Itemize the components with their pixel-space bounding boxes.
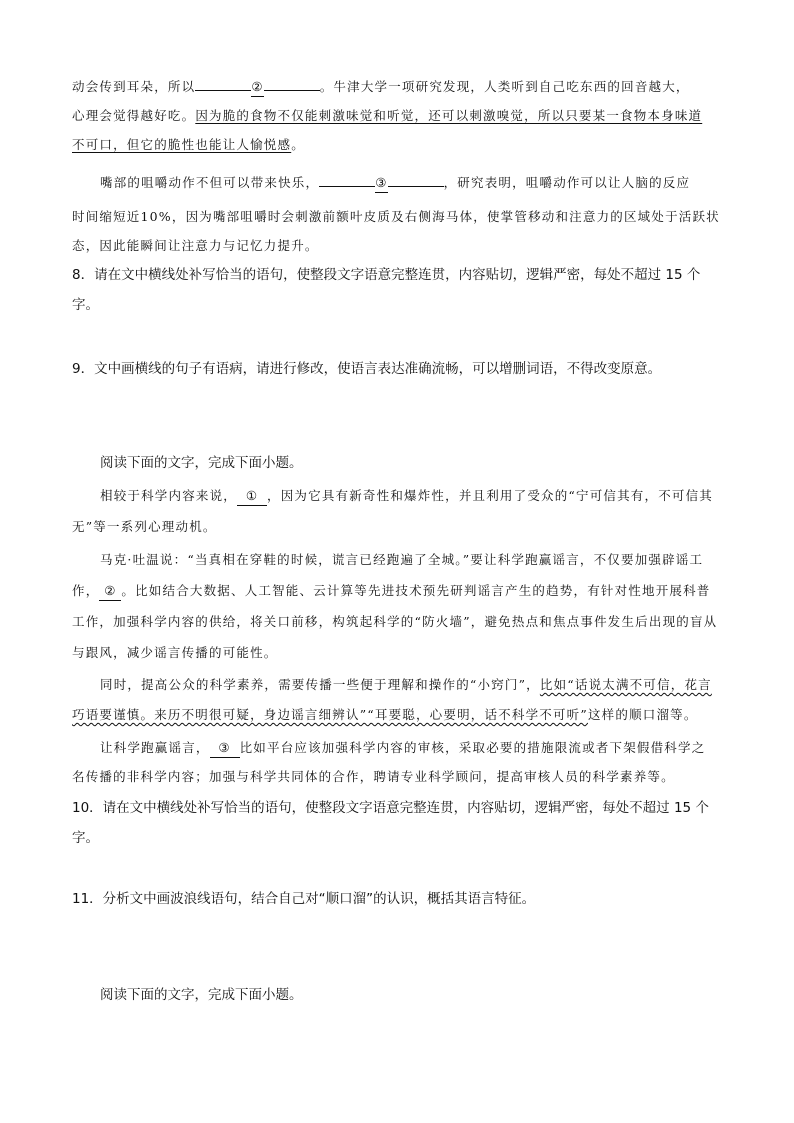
passage1-line3 [72, 130, 722, 159]
text-segment: 心理会觉得越好吃。 [72, 108, 196, 123]
text-segment: 作， [72, 583, 100, 598]
reading2-p2-line2 [72, 576, 722, 605]
reading3-intro: 阅读下面的文字，完成下面小题。 [100, 987, 303, 1003]
blank-marker-2: ② [99, 582, 121, 601]
question-8-line1: 8．请在文中横线处补写恰当的语句，使整段文字语意完整连贯，内容贴切，逻辑严密，每处不超过 15 个 [72, 267, 701, 283]
text-segment: 同时，提高公众的科学素养，需要传播一些便于理解和操作的“小窍门”， [100, 677, 540, 692]
blank-marker-2: ② [251, 78, 263, 97]
reading2-p2-line1: 马克·吐温说：“当真相在穿鞋的时候，谎言已经跑遍了全城。”要让科学跑赢谣言，不仅要加强辟谣工 [100, 552, 704, 567]
answer-blank-2-left [195, 90, 251, 91]
reading2-p3-line2 [72, 700, 722, 729]
text-segment: 。牛津大学一项研究发现，人类听到自己吃东西的回音越大， [319, 79, 690, 94]
reading2-p1-line1 [100, 481, 750, 510]
question-11: 11．分析文中画波浪线语句，结合自己对“顺口溜”的认识，概括其语言特征。 [72, 891, 536, 907]
text-segment: 让科学跑赢谣言， [100, 740, 210, 755]
reading2-p2-line3: 工作，加强科学内容的供给，将关口前移，构筑起科学的“防火墙”，避免热点和焦点事件发生后出现的盲从 [72, 614, 718, 629]
blank-marker-3: ③ [375, 174, 387, 193]
underlined-sentence: 因为脆的食物不仅能刺激味觉和听觉，还可以刺激嗅觉，所以只要某一食物本身味道 [195, 108, 703, 123]
text-segment: 嘴部的咀嚼动作不但可以带来快乐， [100, 175, 320, 190]
passage1-para2-line3: 态，因此能瞬间让注意力与记忆力提升。 [72, 238, 319, 253]
question-10-line1: 10．请在文中横线处补写恰当的语句，使整段文字语意完整连贯，内容贴切，逻辑严密，每处不超过 15 个 [72, 800, 709, 816]
passage1-para2-line2: 时间缩短近10%，因为嘴部咀嚼时会刺激前额叶皮质及右侧海马体，使掌管移动和注意力的区域处于活跃状 [72, 209, 720, 224]
passage1-para2-line1 [100, 168, 750, 197]
reading2-intro: 阅读下面的文字，完成下面小题。 [100, 455, 303, 471]
text-segment: ，因为它具有新奇性和爆炸性，并且利用了受众的“宁可信其有，不可信其 [267, 488, 714, 503]
answer-blank-3-right [388, 186, 444, 187]
reading2-p4-line2: 名传播的非科学内容；加强与科学共同体的合作，聘请专业科学顾问，提高审核人员的科学素养等。 [72, 769, 675, 784]
wavy-underlined-text: 比如“话说太满不可信，花言 [539, 677, 712, 692]
blank-marker-1: ① [237, 487, 267, 506]
passage1-line1 [72, 72, 722, 101]
blank-marker-3: ③ [210, 739, 240, 758]
question-8-line2: 字。 [72, 297, 99, 313]
passage1-line2 [72, 101, 722, 130]
text-segment: ，研究表明，咀嚼动作可以让人脑的反应 [443, 175, 691, 190]
answer-blank-3-left [319, 186, 375, 187]
text-segment: 这样的顺口溜等。 [587, 707, 698, 722]
text-segment: 相较于科学内容来说， [100, 488, 238, 503]
reading2-p1-line2: 无”等一系列心理动机。 [72, 519, 217, 534]
reading2-p4-line1 [100, 733, 750, 762]
reading2-p2-line4: 与跟风，减少谣言传播的可能性。 [72, 645, 278, 660]
text-segment: 动会传到耳朵，所以 [72, 79, 196, 94]
reading2-p3-line1 [100, 670, 750, 699]
wavy-underlined-text: 巧语要谨慎。来历不明很可疑，身边谣言细辨认”“耳要聪，心要明，话不科学不可听” [72, 707, 588, 722]
answer-blank-2-right [264, 90, 320, 91]
text-segment: 。 [291, 137, 305, 152]
question-10-line2: 字。 [72, 830, 99, 846]
text-segment: 。比如结合大数据、人工智能、云计算等先进技术预先研判谣言产生的趋势，有针对性地开展科普 [121, 583, 711, 598]
text-segment: 比如平台应该加强科学内容的审核，采取必要的措施限流或者下架假借科学之 [239, 740, 706, 755]
question-9: 9．文中画横线的句子有语病，请进行修改，使语言表达准确流畅，可以增删词语，不得改变原意。 [72, 361, 662, 377]
underlined-sentence: 不可口，但它的脆性也能让人愉悦感 [72, 137, 292, 152]
